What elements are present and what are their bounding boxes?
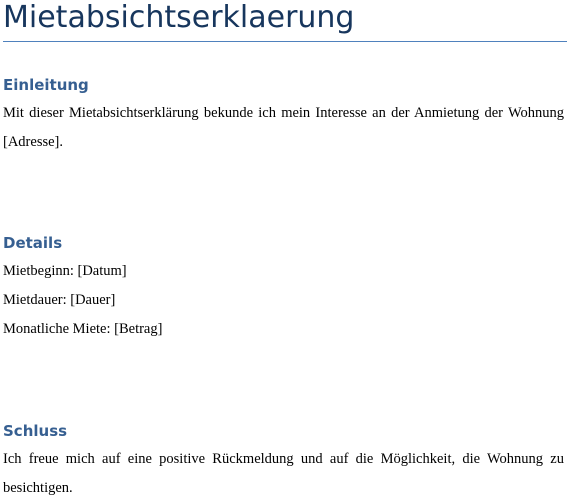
section-heading-schluss: Schluss: [3, 422, 68, 440]
title-divider: [3, 41, 567, 42]
paragraph-mietbeginn: Mietbeginn: [Datum]: [3, 263, 127, 279]
paragraph-schluss: Ich freue mich auf eine positive Rückmeldung und auf die Möglichkeit, die Wohnung zu besichtigen.: [3, 451, 564, 496]
paragraph-mietdauer: Mietdauer: [Dauer]: [3, 292, 116, 308]
section-heading-einleitung: Einleitung: [3, 76, 89, 94]
document-title: Mietabsichtserklaerung: [3, 0, 355, 35]
paragraph-monatliche-miete: Monatliche Miete: [Betrag]: [3, 321, 163, 337]
section-heading-details: Details: [3, 234, 63, 252]
paragraph-einleitung: Mit dieser Mietabsichtserklärung bekunde ich mein Interesse an der Anmietung der Wohnung [Adresse].: [3, 105, 564, 150]
